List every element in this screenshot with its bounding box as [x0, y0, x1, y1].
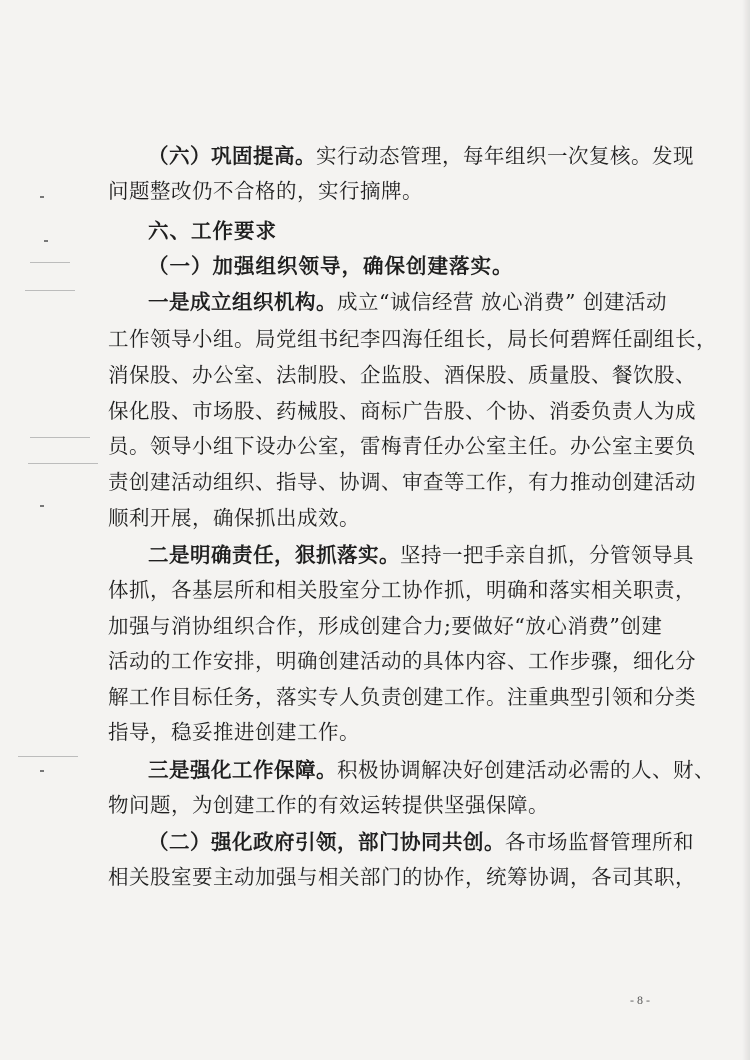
text-run: 消保股、办公室、法制股、企监股、酒保股、质量股、餐饮股、 [108, 363, 696, 387]
scan-speck [40, 196, 44, 198]
bold-text-run: 六、工作要求 [148, 219, 277, 243]
scan-artifact [28, 463, 98, 464]
scan-artifact [18, 756, 78, 757]
scan-speck [40, 505, 44, 507]
text-line [108, 577, 696, 603]
text-line [148, 289, 708, 315]
text-line [108, 326, 717, 352]
text-line [108, 178, 668, 204]
text-line [108, 684, 696, 710]
scan-artifact [30, 262, 70, 263]
text-run: 工作领导小组。局党组书纪李四海任组长，局长何碧辉任副组长， [108, 327, 717, 351]
bold-text-run: （六）巩固提高。 [148, 144, 316, 168]
text-run: 顺利开展，确保抓出成效。 [108, 506, 360, 530]
text-line [108, 362, 696, 388]
text-run: 实行动态管理，每年组织一次复核。发现 [316, 144, 694, 168]
text-run: 加强与消协组织合作，形成创建合力;要做好“放心消费”创建 [108, 614, 663, 638]
text-line [148, 542, 708, 568]
bold-text-run: （二）强化政府引领，部门协同共创。 [148, 830, 505, 854]
bold-text-run: （一）加强组织领导，确保创建落实。 [148, 254, 514, 278]
scan-speck [44, 240, 48, 242]
text-run: 成立“诚信经营 放心消费” 创建活动 [337, 290, 667, 314]
text-line [148, 218, 708, 244]
scan-edge-shadow [742, 0, 750, 1060]
text-line [108, 398, 696, 424]
text-line [108, 864, 696, 890]
text-run: 员。领导小组下设办公室，雷梅青任办公室主任。办公室主要负 [108, 434, 696, 458]
text-run: 活动的工作安排，明确创建活动的具体内容、工作步骤，细化分 [108, 649, 696, 673]
text-run: 问题整改仍不合格的，实行摘牌。 [108, 179, 423, 203]
text-run: 相关股室要主动加强与相关部门的协作，统筹协调，各司其职， [108, 865, 696, 889]
text-run: 坚持一把手亲自抓，分管领导具 [400, 543, 694, 567]
text-run: 解工作目标任务，落实专人负责创建工作。注重典型引领和分类 [108, 685, 696, 709]
scan-artifact [25, 290, 75, 291]
text-line [148, 757, 715, 783]
text-line [108, 505, 668, 531]
text-line [108, 613, 668, 639]
bold-text-run: 二是明确责任，狠抓落实。 [148, 543, 400, 567]
text-line [108, 719, 668, 745]
text-line [108, 469, 696, 495]
bold-text-run: 三是强化工作保障。 [148, 758, 337, 782]
text-run: 各市场监督管理所和 [505, 830, 694, 854]
text-run: 物问题，为创建工作的有效运转提供坚强保障。 [108, 793, 549, 817]
text-line [148, 253, 708, 279]
text-line [148, 829, 708, 855]
text-line [148, 143, 708, 169]
scan-artifact [30, 437, 90, 438]
text-run: 体抓，各基层所和相关股室分工协作抓，明确和落实相关职责， [108, 578, 696, 602]
text-run: 责创建活动组织、指导、协调、审查等工作，有力推动创建活动 [108, 470, 696, 494]
text-run: 保化股、市场股、药械股、商标广告股、个协、消委负责人为成 [108, 399, 696, 423]
scan-speck [40, 770, 44, 772]
bold-text-run: 一是成立组织机构。 [148, 290, 337, 314]
text-line [108, 792, 668, 818]
text-run: 指导，稳妥推进创建工作。 [108, 720, 360, 744]
text-run: 积极协调解决好创建活动必需的人、财、 [337, 758, 715, 782]
text-line [108, 648, 696, 674]
page-number: - 8 - [630, 993, 650, 1007]
text-line [108, 433, 696, 459]
